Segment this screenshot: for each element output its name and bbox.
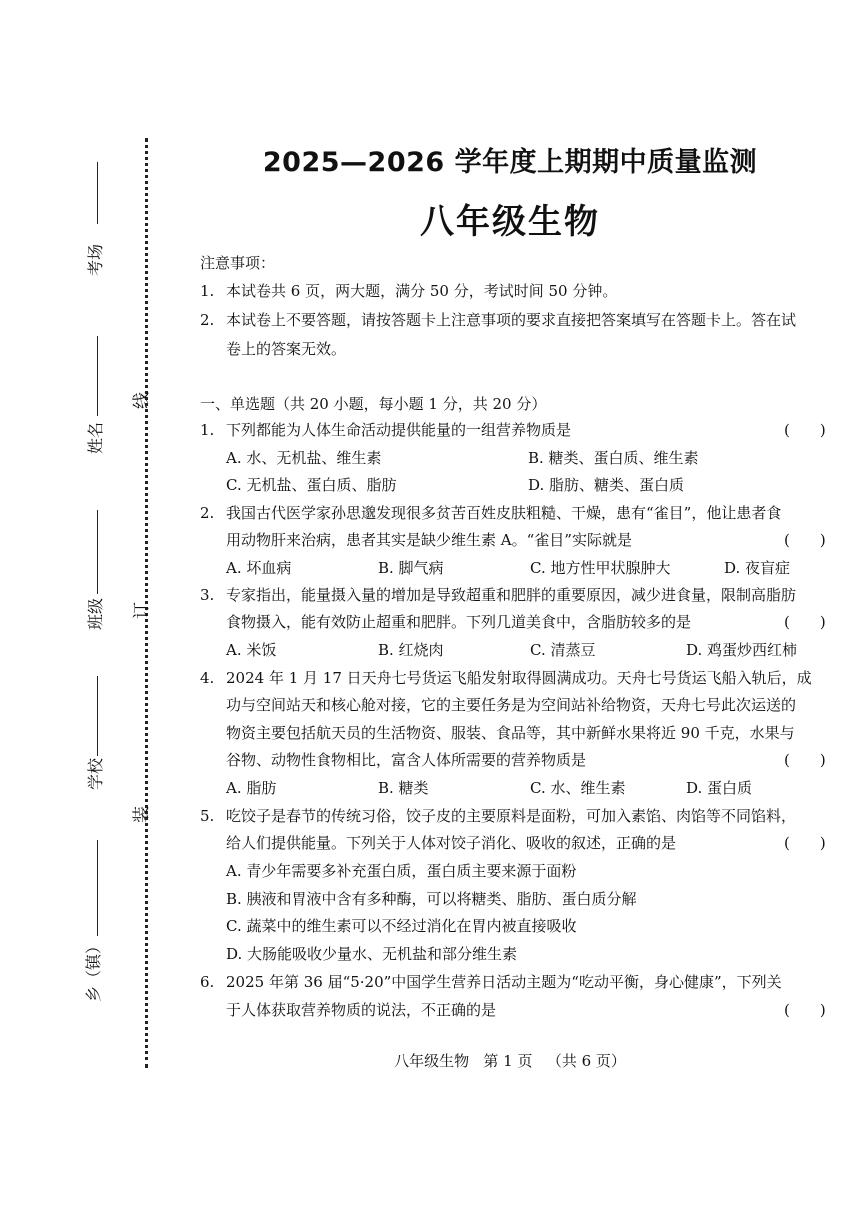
question-number: 3. [200,586,215,604]
footer-page: 第 1 页 [483,1052,533,1070]
option-b: B. 糖类 [378,779,429,797]
question-stem: 用动物肝来治病，患者其实是缺少维生素 A。“雀目”实际就是 [226,531,632,549]
option-d: D. 夜盲症 [724,559,791,577]
answer-paren: ( ) [784,613,826,631]
question-number: 5. [200,807,215,825]
note-line: 卷上的答案无效。 [226,340,347,358]
note-number: 1. [200,282,215,300]
option-a: A. 米饭 [226,641,277,659]
question-number: 6. [200,973,215,991]
option-d: D. 鸡蛋炒西红柿 [686,641,798,659]
answer-paren: ( ) [784,421,826,439]
exam-room-label: 考场 [86,243,106,277]
exam-title: 2025—2026 学年度上期期中质量监测 [262,147,758,178]
footer-total: （共 6 页） [546,1052,626,1070]
class-label: 班级 [86,597,106,631]
answer-paren: ( ) [784,751,826,769]
name-blank[interactable] [97,336,98,416]
option-d: D. 脂肪、糖类、蛋白质 [528,476,685,494]
note-number: 2. [200,311,215,329]
binding-mark-line: 线 [132,392,152,409]
exam-room-blank[interactable] [97,162,98,224]
question-stem: 吃饺子是春节的传统习俗，饺子皮的主要原料是面粉，可加入素馅、肉馅等不同馅料， [226,807,797,825]
binding-mark-bind: 装 [132,806,152,823]
option-b: B. 红烧肉 [378,641,444,659]
class-blank[interactable] [97,510,98,594]
question-stem: 我国古代医学家孙思邈发现很多贫苦百姓皮肤粗糙、干燥，患有“雀目”，他让患者食 [226,504,782,522]
option-c: C. 地方性甲状腺肿大 [530,559,671,577]
option-b: B. 糖类、蛋白质、维生素 [528,449,699,467]
option-b: B. 胰液和胃液中含有多种酶，可以将糖类、脂肪、蛋白质分解 [226,890,637,908]
option-a: A. 坏血病 [226,559,292,577]
option-c: C. 蔬菜中的维生素可以不经过消化在胃内被直接吸收 [226,917,577,935]
option-a: A. 脂肪 [226,779,277,797]
section-heading: 一、单选题（共 20 小题，每小题 1 分，共 20 分） [200,395,547,413]
option-b: B. 脚气病 [378,559,444,577]
subject-title: 八年级生物 [420,202,600,242]
answer-paren: ( ) [784,1001,826,1019]
question-stem: 给人们提供能量。下列关于人体对饺子消化、吸收的叙述，正确的是 [226,834,677,852]
note-line: 本试卷上不要答题，请按答题卡上注意事项的要求直接把答案填写在答题卡上。答在试 [226,311,797,329]
option-c: C. 水、维生素 [530,779,626,797]
question-stem: 物资主要包括航天员的生活物资、服装、食品等，其中新鲜水果将近 90 千克，水果与 [226,724,795,742]
question-number: 2. [200,504,215,522]
option-d: D. 蛋白质 [686,779,753,797]
binding-mark-staple: 订 [132,602,152,619]
town-blank[interactable] [97,840,98,936]
answer-paren: ( ) [784,531,826,549]
question-stem: 下列都能为人体生命活动提供能量的一组营养物质是 [226,421,572,439]
notes-heading: 注意事项： [200,254,276,272]
question-stem: 2024 年 1 月 17 日天舟七号货运飞船发射取得圆满成功。天舟七号货运飞船入轨后，成 [226,669,812,687]
footer-subject: 八年级生物 [394,1052,470,1070]
question-stem: 2025 年第 36 届“5·20”中国学生营养日活动主题为“吃动平衡，身心健康”，下列关 [226,973,782,991]
question-stem: 功与空间站天和核心舱对接，它的主要任务是为空间站补给物资，天舟七号此次运送的 [226,696,797,714]
question-stem: 食物摄入，能有效防止超重和肥胖。下列几道美食中，含脂肪较多的是 [226,613,692,631]
page-footer [200,1050,820,1071]
school-label: 学校 [86,757,106,791]
option-a: A. 青少年需要多补充蛋白质，蛋白质主要来源于面粉 [226,862,577,880]
option-c: C. 清蒸豆 [530,641,596,659]
question-number: 1. [200,421,215,439]
note-line: 本试卷共 6 页，两大题，满分 50 分，考试时间 50 分钟。 [226,282,618,300]
option-c: C. 无机盐、蛋白质、脂肪 [226,476,397,494]
school-blank[interactable] [97,676,98,756]
town-label: 乡（镇） [84,937,104,1003]
question-stem: 于人体获取营养物质的说法，不正确的是 [226,1001,497,1019]
name-label: 姓名 [86,421,106,455]
answer-paren: ( ) [784,834,826,852]
option-d: D. 大肠能吸收少量水、无机盐和部分维生素 [226,945,518,963]
question-number: 4. [200,669,215,687]
option-a: A. 水、无机盐、维生素 [226,449,382,467]
question-stem: 谷物、动物性食物相比，富含人体所需要的营养物质是 [226,751,587,769]
question-stem: 专家指出，能量摄入量的增加是导致超重和肥胖的重要原因，减少进食量，限制高脂肪 [226,586,797,604]
